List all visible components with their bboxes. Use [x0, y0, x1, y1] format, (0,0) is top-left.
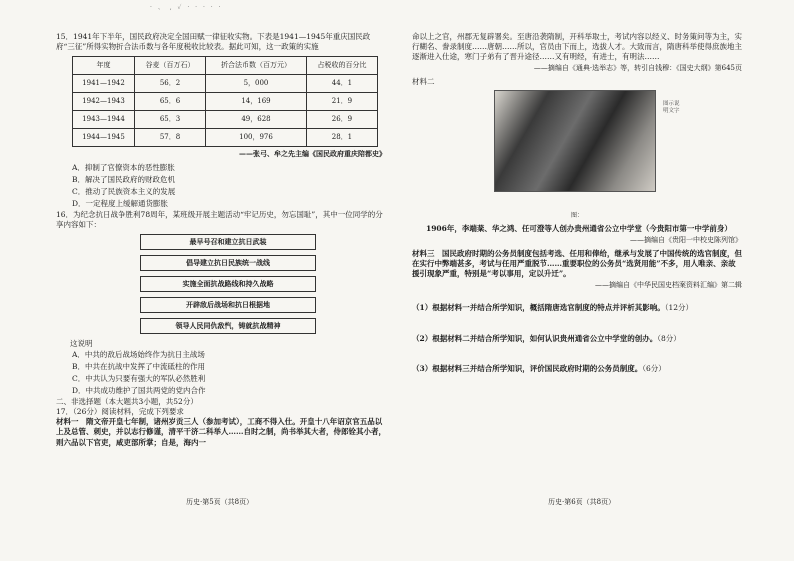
table-cell: 26．9 [306, 111, 377, 129]
left-column [56, 32, 386, 448]
table-cell: 65．3 [135, 111, 206, 129]
q16-box: 实施全面抗战路线和持久战略 [140, 276, 316, 292]
q16-option-b: B．中共在抗战中发挥了中流砥柱的作用 [72, 362, 206, 372]
q17-sub-2-score: （8分） [657, 333, 681, 343]
table-cell: 28．1 [306, 129, 377, 147]
q16-option-a: A．中共的敌后战场始终作为抗日主战场 [72, 350, 205, 360]
q17-sub-1 [412, 303, 742, 313]
q16-diagram [140, 234, 316, 334]
q15-table [72, 56, 378, 147]
table-cell: 1943—1944 [73, 111, 135, 129]
table-cell: 1944—1945 [73, 129, 135, 147]
table-cell: 1941—1942 [73, 75, 135, 93]
photo-side-text: 图示说明文字 [663, 100, 680, 114]
q17-material-1-left: 材料一 隋文帝开皇七年制，诸州岁贡三人（参加考试），工商不得入仕。开皇十八年诏京官五品以上及总管、刺史，并以志行修谨，清平干济二科举人……自时之制，尚书举其大者，侍郎铨其小者，则六品以下官吏，咸吏部所掌；自是，海内一 [56, 417, 386, 447]
q16-box: 倡导建立抗日民族统一战线 [140, 255, 316, 271]
q17-material-3: 材料三 国民政府时期的公务员制度包括考选、任用和俸给，继承与发展了中国传统的选官制度，但在实行中弊端甚多，考试与任用严重脱节……重要职位的公务员“选贤用能”不多，用人唯亲、亲故援引现象严重，特别是“考以事用，定以升迁”。 [412, 248, 742, 278]
table-header: 谷麦（百万石） [135, 57, 206, 75]
q17-material-1-source: ——摘编自《通典·选举志》等，转引自钱穆：《国史大纲》第645页 [533, 64, 742, 73]
scan-header-mark: · 、 , ✓ · · · · · [150, 4, 223, 11]
table-cell: 14，169 [206, 93, 307, 111]
q17-sub-2 [412, 334, 742, 344]
table-cell: 49，628 [206, 111, 307, 129]
page-number-right: 历史·第6页（共8页） [548, 498, 616, 506]
school-photo [494, 90, 680, 192]
q17-sub-3-score: （6分） [642, 363, 666, 373]
q15-source: ——张弓、牟之先主编《国民政府重庆陪都史》 [239, 149, 386, 159]
page-number-left: 历史·第5页（共8页） [186, 498, 254, 506]
q16-box: 开辟敌后战场和抗日根据地 [140, 297, 316, 313]
table-row [73, 111, 378, 129]
q17-sub-1-score: （12分） [664, 303, 694, 313]
q17-stem: 17．（26分）阅读材料，完成下列要求 [56, 407, 184, 417]
table-cell: 57．8 [135, 129, 206, 147]
table-cell: 56．2 [135, 75, 206, 93]
right-column [412, 32, 742, 374]
q17-material-1-right: 命以上之官，州郡无复辟署矣。至唐沿袭隋制，开科举取士，考试内容以经义、时务策问等为主，实行糊名、誊录制度……唐朝……所以，官员由下而上，选拔人才。大致而言，隋唐科举使得庶族地主逐渐进入仕途，寒门子弟有了晋升途径……又有明经，有进士，有明法…… [412, 32, 742, 62]
table-header-row [73, 57, 378, 75]
q17-sub-1-text: （1）根据材料一并结合所学知识，概括隋唐选官制度的特点并评析其影响。 [412, 303, 665, 313]
section-title: 二、非选择题（本大题共3小题，共52分） [56, 397, 198, 407]
q16-box: 领导人民同仇敌忾，铸就抗战精神 [140, 318, 316, 334]
table-header: 年度 [73, 57, 135, 75]
q17-sub-3-text: （3）根据材料三并结合所学知识，评价国民政府时期的公务员制度。 [412, 363, 643, 373]
q17-material-2-text: 1906年，李端棻、华之鸿、任可澄等人创办贵州通省公立中学堂（今贵阳市第一中学前身） [426, 224, 732, 234]
q15-option-c: C．推动了民族资本主义的发展 [72, 186, 176, 196]
table-cell: 65．6 [135, 93, 206, 111]
table-row [73, 75, 378, 93]
q16-tail: 这说明 [70, 338, 93, 348]
table-cell: 21．9 [306, 93, 377, 111]
q15-option-d: D．一定程度上缓解通货膨胀 [72, 198, 169, 208]
q16-stem: 16．为纪念抗日战争胜利78周年，某班级开展主题活动“牢记历史，勿忘国耻”，其中一位同学的分享内容如下： [56, 209, 383, 229]
table-cell: 100，976 [206, 129, 307, 147]
q17-material-2-label: 材料二 [412, 76, 435, 86]
q17-material-3-source: ——摘编自《中华民国史档案资料汇编》第二辑 [595, 280, 742, 289]
q15-option-a: A．抑制了官僚资本的恶性膨胀 [72, 162, 175, 172]
table-cell: 1942—1943 [73, 93, 135, 111]
table-cell: 5，000 [206, 75, 307, 93]
q17-sub-2-text: （2）根据材料二并结合所学知识，如何认识贵州通省公立中学堂的创办。 [412, 333, 658, 343]
table-header: 折合法币数（百万元） [206, 57, 307, 75]
photo-caption: 图： [570, 211, 583, 219]
table-header: 占税收的百分比 [306, 57, 377, 75]
q16-box: 最早号召和建立抗日武装 [140, 234, 316, 250]
q17-material-2-source: ——摘编自《贵阳一中校史陈列馆》 [630, 236, 742, 245]
q17-sub-3 [412, 364, 742, 374]
table-cell: 44．1 [306, 75, 377, 93]
q16-option-c: C．中共认为只要有强大的军队必然胜利 [72, 374, 206, 384]
q15-stem: 15．1941年下半年，国民政府决定全国田赋一律征收实物。下表是1941—1945年重庆国民政府“三征”所得实物折合法币数与各年度税收比较表。据此可知，这一政策的实施 [56, 32, 371, 52]
table-row [73, 129, 378, 147]
table-row [73, 93, 378, 111]
q15-option-b: B．解决了国民政府的财政危机 [72, 174, 176, 184]
q16-option-d: D．中共成功维护了国共两党的党内合作 [72, 386, 206, 396]
